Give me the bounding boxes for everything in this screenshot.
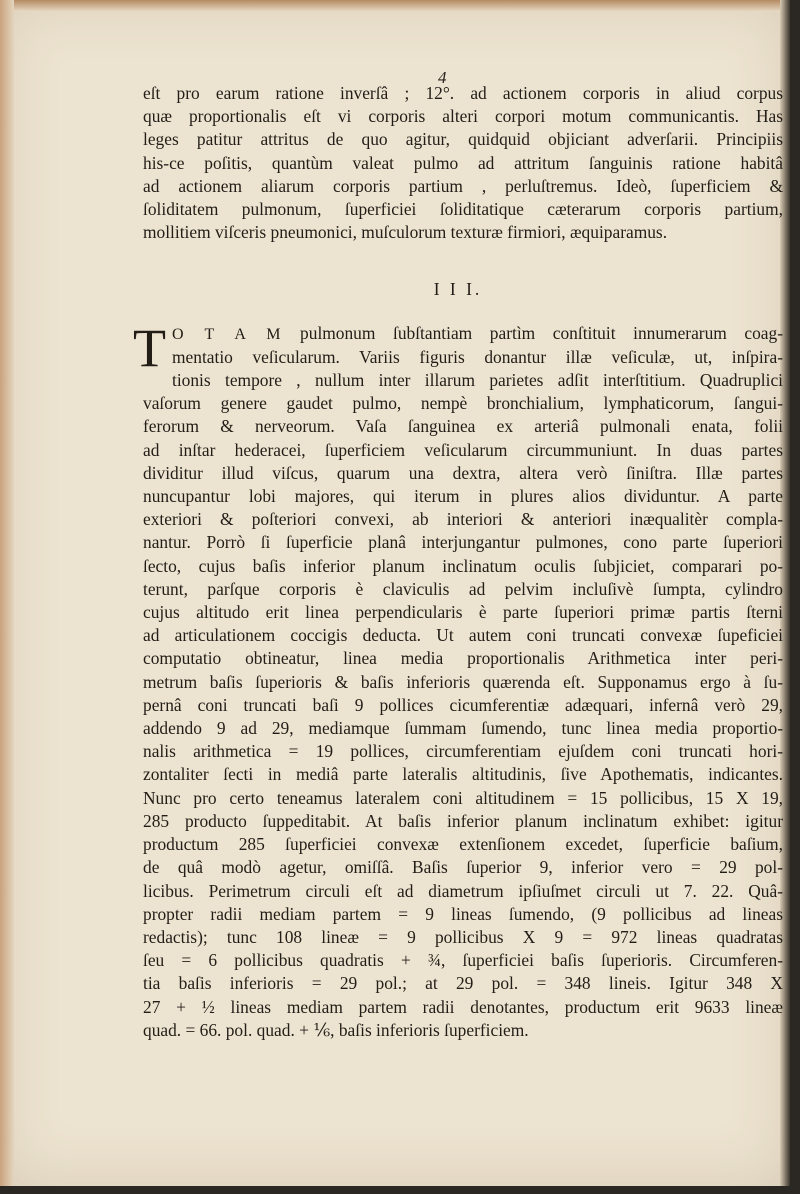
text-line: nuncupantur lobi majores, qui iterum in plures alios dividuntur. A parte <box>143 486 783 507</box>
text-line: ad actionem aliarum corporis partium , perluſtremus. Ideò, ſuperficiem & <box>143 175 783 196</box>
text-line: eſt pro earum ratione inverſâ ; 12°. ad actionem corporis in aliud corpus <box>143 83 783 103</box>
section-heading: I I I. <box>433 279 483 300</box>
text-line: quæ proportionalis eſt vi corporis alteri corpori motum communicantis. Has <box>143 106 783 127</box>
text-line: ſecto, cujus baſis inferior planum inclinatum oculis ſubjiciet, comparari po- <box>143 555 783 576</box>
text-line: ad articulationem coccigis deducta. Ut autem coni truncati convexæ ſupeficiei <box>143 625 783 646</box>
text-line: zontaliter ſecti in mediâ parte lateralis altitudinis, ſive Apothematis, indicantes. <box>143 764 783 785</box>
text-line: redactis); tunc 108 lineæ = 9 pollicibus X 9 = 972 lineas quadratas <box>143 926 783 947</box>
paragraph-1 <box>143 82 783 244</box>
text-line: dividitur illud viſcus, quarum una dextra, altera verò ſiniſtra. Illæ partes <box>143 462 783 483</box>
text-line: ferorum & nerveorum. Vaſa ſanguinea ex arteriâ pulmonali enata, folii <box>143 416 783 437</box>
text-line: Nunc pro certo teneamus lateralem coni altitudinem = 15 pollicibus, 15 X 19, <box>143 787 783 808</box>
text-line: pernâ coni truncati baſi 9 pollices cicumferentiæ adæquari, infernâ verò 29, <box>143 694 783 715</box>
text-line: de quâ modò agetur, omiſſâ. Baſis ſuperior 9, inferior vero = 29 pol- <box>143 857 783 878</box>
paragraph-2-line-1 <box>143 322 783 346</box>
text-line: ad inſtar hederacei, ſuperficiem veſicularum circummuniunt. In duas partes <box>143 439 783 460</box>
text-line: metrum baſis ſuperioris & baſis inferioris quærenda eſt. Supponamus ergo à ſu- <box>143 671 783 692</box>
text-line: mollitiem viſceris pneumonici, muſculorum texturæ firmiori, æquiparamus. <box>143 222 668 243</box>
page-number: 4 <box>438 68 447 87</box>
text-line: tia baſis inferioris = 29 pol.; at 29 pol. = 348 lineis. Igitur 348 X <box>143 973 783 994</box>
text-line: quad. = 66. pol. quad. + ⅙, baſis inferioris ſuperficiem. <box>143 1019 529 1040</box>
text-line: exteriori & poſteriori convexi, ab interiori & anteriori inæqualitèr compla- <box>143 509 783 530</box>
text-line: cujus altitudo erit linea perpendicularis è parte ſuperiori primæ partis ſterni <box>143 602 783 623</box>
text-line: vaſorum genere gaudet pulmo, nempè bronchialium, lymphaticorum, ſangui- <box>143 393 783 414</box>
paragraph-2-body <box>143 346 783 1042</box>
text-line: tionis tempore , nullum inter illarum parietes adſit interſtitium. Quadruplici <box>172 370 783 391</box>
text-line: nantur. Porrò ſi ſuperficie planâ interjungantur pulmones, cono parte ſuperiori <box>143 532 783 553</box>
text-line: licibus. Perimetrum circuli eſt ad diametrum ipſiuſmet circuli ut 7. 22. Quâ- <box>143 880 783 901</box>
text-line: ſeu = 6 pollicibus quadratis + ¾, ſuperficiei baſis ſuperioris. Circumferen- <box>143 950 783 971</box>
text-block <box>133 82 784 1042</box>
page-edge-left <box>0 0 14 1186</box>
first-word: O T A M <box>172 325 283 343</box>
text-line: computatio obtineatur, linea media proportionalis Arithmetica inter peri- <box>143 648 783 669</box>
paragraph-2 <box>133 317 784 1042</box>
text-line: ſoliditatem pulmonum, ſuperficiei ſoliditatique cæterarum corporis partium, <box>143 199 783 220</box>
text-line: 27 + ½ lineas mediam partem radii denotantes, productum erit 9633 lineæ <box>143 996 783 1017</box>
text-line: addendo 9 ad 29, mediamque ſummam ſumendo, tunc linea media proportio- <box>143 718 783 739</box>
text-line: his-ce poſitis, quantùm valeat pulmo ad attritum ſanguinis ratione habitâ <box>143 152 783 173</box>
text-line: productum 285 ſuperficiei convexæ extenſionem excedet, ſuperficie baſium, <box>143 834 783 855</box>
text-line: leges patitur attritus de quo agitur, quidquid objiciant adverſarii. Principiis <box>143 129 783 150</box>
drop-cap: T <box>133 317 166 378</box>
page-edge-top <box>0 0 790 12</box>
text-line: 285 producto ſuppeditabit. At baſis inferior planum inclinatum exhibet: igitur <box>143 810 783 831</box>
text-line: propter radii mediam partem = 9 lineas ſumendo, (9 pollicibus ad lineas <box>143 903 783 924</box>
text-line: nalis arithmetica = 19 pollices, circumferentiam ejuſdem coni truncati hori- <box>143 741 783 762</box>
paragraph-2-first-text: pulmonum ſubſtantiam partìm conſtituit innumerarum coag- <box>282 322 784 343</box>
text-line: mentatio veſicularum. Variis figuris donantur illæ veſiculæ, ut, inſpira- <box>172 346 783 367</box>
text-line: terunt, parſque corporis è claviculis ad pelvim incluſivè ſumpta, cylindro <box>143 578 783 599</box>
